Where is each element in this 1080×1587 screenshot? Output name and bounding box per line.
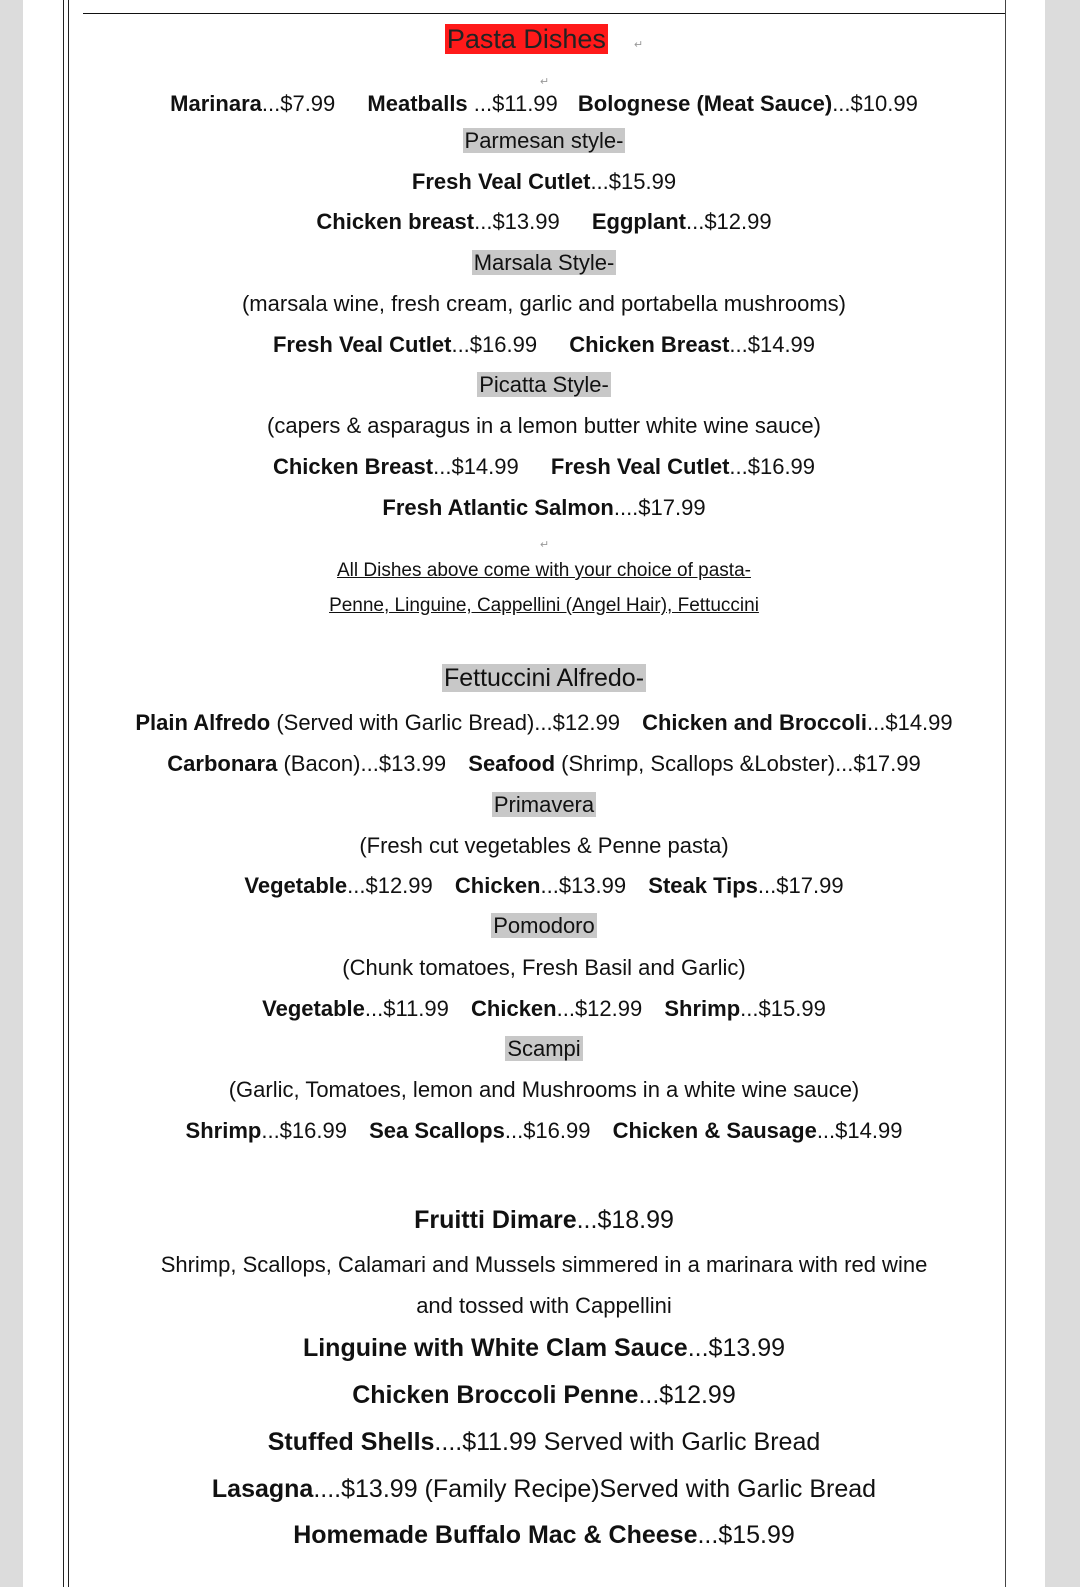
buffalo-mac-row <box>83 1521 1005 1549</box>
menu-item <box>316 209 559 234</box>
paragraph-mark: ↵ <box>633 39 644 51</box>
item-name: Marinara <box>170 91 262 116</box>
parmesan-row-2 <box>83 208 1005 236</box>
section-heading-alfredo <box>83 664 1005 693</box>
fruitti-dimare-row <box>83 1206 1005 1234</box>
item-name: Vegetable <box>262 996 365 1021</box>
page-border-left-outer <box>63 0 64 1587</box>
menu-item <box>455 873 626 898</box>
item-price: (Shrimp, Scallops &Lobster) <box>555 751 836 776</box>
section-heading-pomodoro <box>83 912 1005 940</box>
menu-item <box>170 91 335 116</box>
heading-text: Picatta Style- <box>479 372 609 397</box>
section-heading-parmesan <box>83 127 1005 155</box>
document-page <box>23 0 1045 1587</box>
menu-item <box>642 710 953 735</box>
heading-text: Pomodoro <box>493 913 595 938</box>
stuffed-shells-row <box>83 1428 1005 1456</box>
item-name: Sea Scallops <box>369 1118 505 1143</box>
alfredo-row-2 <box>83 750 1005 778</box>
item-name: Lasagna <box>211 1475 314 1503</box>
menu-item <box>273 454 519 479</box>
item-price: ...$13.99 <box>540 873 627 898</box>
item-name: Fresh Veal Cutlet <box>411 169 591 194</box>
item-name: Chicken <box>454 873 541 898</box>
menu-item <box>592 209 772 234</box>
item-name: Linguine with White Clam Sauce <box>302 1334 688 1362</box>
marsala-items-row <box>83 331 1005 359</box>
item-price: ...$13.99 <box>474 209 560 234</box>
item-name: Chicken breast <box>316 209 475 234</box>
pasta-choice-list <box>83 590 1005 620</box>
item-name: Chicken Breast <box>272 454 434 479</box>
item-name: Carbonara <box>167 751 278 776</box>
item-name: Fruitti Dimare <box>414 1206 577 1234</box>
primavera-description: (Fresh cut vegetables & Penne pasta) <box>359 833 729 858</box>
menu-item <box>167 751 446 776</box>
item-price: ...$14.99 <box>816 1118 903 1143</box>
item-price: ...$12.99 <box>534 710 620 735</box>
item-price: ...$15.99 <box>590 169 677 194</box>
item-price: ...$16.99 <box>729 454 816 479</box>
item-name: Meatballs <box>367 91 468 116</box>
item-price: ...$14.99 <box>729 332 816 357</box>
section-heading-primavera <box>83 791 1005 819</box>
scampi-description: (Garlic, Tomatoes, lemon and Mushrooms in a white wine sauce) <box>228 1077 860 1102</box>
note-text: Penne, Linguine, Cappellini (Angel Hair), Fettuccini <box>329 595 759 616</box>
fruitti-description-1: Shrimp, Scallops, Calamari and Mussels simmered in a marinara with red wine <box>160 1252 928 1277</box>
menu-item <box>135 710 620 735</box>
paragraph-mark: ↵ <box>539 539 550 551</box>
menu-item <box>578 91 918 116</box>
menu-item <box>273 332 537 357</box>
item-price: ...$18.99 <box>576 1206 674 1234</box>
item-price: ....$17.99 <box>613 495 706 520</box>
heading-text: Marsala Style- <box>473 250 615 275</box>
item-price: ...$17.99 <box>835 751 921 776</box>
picatta-items-row <box>83 453 1005 481</box>
section-heading-scampi <box>83 1035 1005 1063</box>
primavera-items-row <box>83 872 1005 900</box>
item-name: Plain Alfredo <box>135 710 271 735</box>
item-price: ...$15.99 <box>740 996 826 1021</box>
item-price: ...$16.99 <box>261 1118 347 1143</box>
section-heading-picatta <box>83 371 1005 399</box>
menu-item <box>569 332 815 357</box>
item-name: Stuffed Shells <box>267 1428 435 1456</box>
item-price: ...$17.99 <box>757 873 844 898</box>
menu-title <box>83 22 1005 56</box>
item-price: ...$12.99 <box>638 1381 736 1409</box>
item-name: Chicken Breast <box>569 332 730 357</box>
menu-item <box>613 1118 903 1143</box>
fruitti-description-2: and tossed with Cappellini <box>416 1293 672 1318</box>
menu-item <box>414 1206 674 1234</box>
top-rule <box>83 13 1005 14</box>
scampi-items-row <box>83 1117 1005 1145</box>
page-title: Pasta Dishes <box>446 24 606 54</box>
item-name: Homemade Buffalo Mac & Cheese <box>293 1521 698 1549</box>
item-name: Chicken & Sausage <box>612 1118 817 1143</box>
item-name: Fresh Atlantic Salmon <box>382 495 614 520</box>
alfredo-row-1 <box>83 709 1005 737</box>
basic-items-row <box>83 90 1005 118</box>
item-name: Bolognese (Meat Sauce) <box>577 91 833 116</box>
item-name: Shrimp <box>185 1118 262 1143</box>
heading-text: Fettuccini Alfredo- <box>443 664 645 692</box>
note-text: All Dishes above come with your choice of pasta- <box>337 560 751 581</box>
menu-item <box>268 1428 821 1456</box>
lasagna-row <box>83 1475 1005 1503</box>
pasta-choice-note <box>83 555 1005 585</box>
menu-item <box>367 91 557 116</box>
item-name: Shrimp <box>664 996 741 1021</box>
item-price: ...$16.99 <box>504 1118 591 1143</box>
pomodoro-description: (Chunk tomatoes, Fresh Basil and Garlic) <box>342 955 746 980</box>
item-price: ...$15.99 <box>697 1521 795 1549</box>
pomodoro-items-row <box>83 995 1005 1023</box>
menu-item <box>186 1118 347 1143</box>
menu-item <box>382 495 705 520</box>
item-price: ...$10.99 <box>832 91 918 116</box>
item-price: ...$13.99 <box>360 751 447 776</box>
item-price: ...$16.99 <box>451 332 538 357</box>
item-name: Fresh Veal Cutlet <box>550 454 730 479</box>
menu-item <box>551 454 815 479</box>
page-border-right <box>1005 0 1006 1587</box>
item-price: ....$13.99 (Family Recipe)Served with Garlic Bread <box>313 1475 877 1503</box>
item-name: Fresh Veal Cutlet <box>272 332 452 357</box>
item-price: ...$11.99 <box>364 996 449 1021</box>
menu-item <box>352 1381 736 1409</box>
item-price: ...$11.99 <box>467 91 558 116</box>
heading-text: Primavera <box>493 792 595 817</box>
menu-item <box>412 169 676 194</box>
item-price: ...$14.99 <box>867 710 953 735</box>
picatta-description: (capers & asparagus in a lemon butter white wine sauce) <box>267 413 821 438</box>
item-price: ...$12.99 <box>685 209 772 234</box>
menu-item <box>244 873 432 898</box>
menu-item <box>648 873 843 898</box>
item-price: ...$14.99 <box>433 454 519 479</box>
menu-item <box>468 751 920 776</box>
item-price: ...$7.99 <box>261 91 336 116</box>
chicken-broccoli-row <box>83 1381 1005 1409</box>
menu-item <box>471 996 642 1021</box>
paragraph-mark: ↵ <box>539 76 550 88</box>
picatta-salmon-row <box>83 494 1005 522</box>
item-name: Vegetable <box>244 873 348 898</box>
item-price: ...$12.99 <box>347 873 433 898</box>
heading-text: Parmesan style- <box>464 128 624 153</box>
item-name: Chicken <box>471 996 557 1021</box>
item-price: ...$13.99 <box>687 1334 786 1362</box>
item-price: ....$11.99 Served with Garlic Bread <box>434 1428 821 1456</box>
menu-item <box>212 1475 876 1503</box>
menu-item <box>303 1334 785 1362</box>
item-name: Steak Tips <box>648 873 758 898</box>
section-heading-marsala <box>83 249 1005 277</box>
heading-text: Scampi <box>507 1036 581 1061</box>
item-name: Eggplant <box>591 209 686 234</box>
item-price: (Bacon) <box>277 751 361 776</box>
item-name: Chicken Broccoli Penne <box>352 1381 639 1409</box>
linguine-row <box>83 1334 1005 1362</box>
item-price: (Served with Garlic Bread) <box>270 710 535 735</box>
item-name: Chicken and Broccoli <box>642 710 868 735</box>
page-border-left-inner <box>68 0 69 1587</box>
item-name: Seafood <box>468 751 556 776</box>
menu-item <box>369 1118 590 1143</box>
menu-item <box>262 996 449 1021</box>
item-price: ...$12.99 <box>556 996 643 1021</box>
parmesan-row-1 <box>83 168 1005 196</box>
marsala-description: (marsala wine, fresh cream, garlic and portabella mushrooms) <box>241 291 846 316</box>
menu-item <box>664 996 825 1021</box>
menu-item <box>293 1521 795 1549</box>
